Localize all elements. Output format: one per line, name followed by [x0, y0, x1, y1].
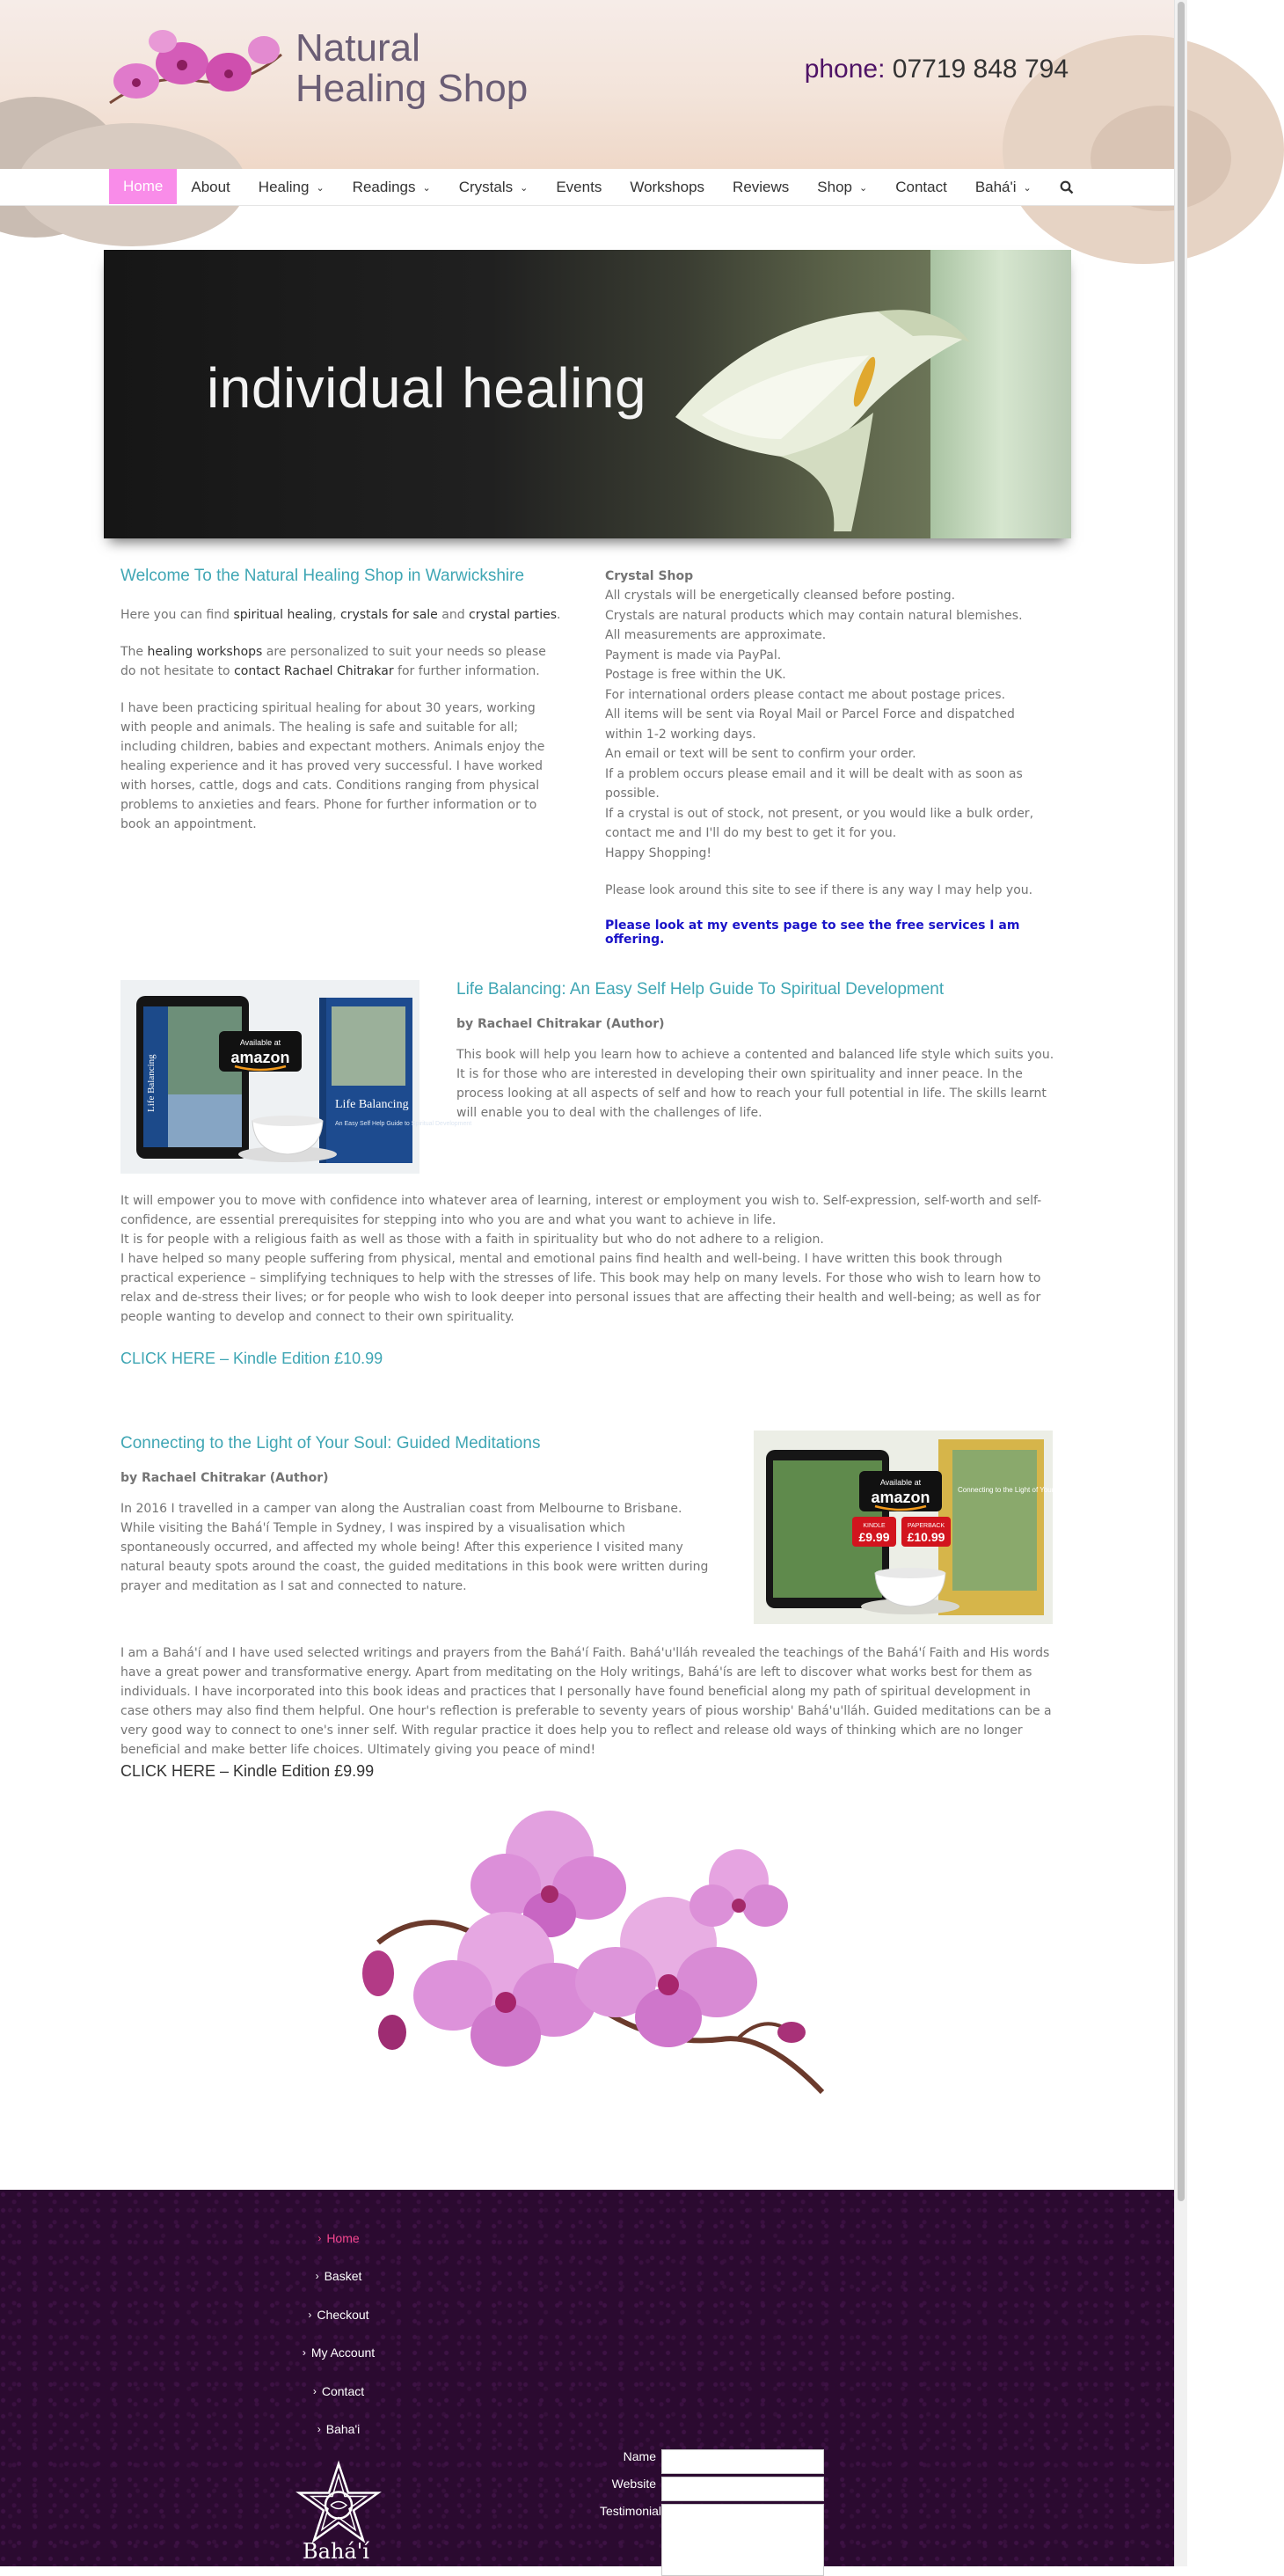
- healing-workshops-link[interactable]: healing workshops: [147, 645, 263, 659]
- footer-menu: [264, 2219, 413, 2448]
- crystal-shop-line: If a problem occurs please email and it will be dealt with as soon as possible.: [605, 766, 1023, 801]
- chevron-right-icon: ›: [312, 2384, 317, 2397]
- events-page-link[interactable]: Please look at my events page to see the free services I am offering.: [605, 918, 1020, 947]
- book-cover-subtitle: An Easy Self Help Guide to Spiritual Development: [335, 1121, 472, 1127]
- crystal-shop-line: All crystals will be energetically cleansed before posting.: [605, 589, 956, 603]
- book1-more-paragraph: It is for people with a religious faith as well as those with a faith in spirituality but who do not adhere to a religion.: [120, 1233, 824, 1247]
- spiritual-healing-link[interactable]: spiritual healing: [233, 608, 333, 622]
- logo-line-2: Healing Shop: [295, 67, 529, 110]
- form-row-name: [600, 2449, 824, 2474]
- crystal-shop-title: Crystal Shop: [605, 569, 694, 583]
- book-promo-graphic: [754, 1431, 1070, 1624]
- banner-title: individual healing: [207, 356, 647, 420]
- crystal-shop-line: An email or text will be sent to confirm your order.: [605, 747, 916, 761]
- footer-link-label: Contact: [321, 2383, 365, 2398]
- orchid-logo-icon[interactable]: [101, 19, 286, 116]
- footer-link-label: Home: [326, 2230, 360, 2245]
- book1-more-paragraph: It will empower you to move with confidence into whatever area of learning, interest or employment you wish to. Self-expression, self-worth and self-confidence, are essential prerequisites for stepping into who you are and what you want to achieve in life.: [120, 1194, 1042, 1227]
- nav-label: Reviews: [733, 179, 790, 195]
- life-balancing-book-image[interactable]: [120, 980, 472, 1174]
- footer-link-label: Basket: [324, 2269, 362, 2284]
- scrollbar-thumb[interactable]: [1178, 2, 1185, 2201]
- chevron-down-icon: ⌄: [859, 182, 868, 194]
- book-cover-title: Life Balancing: [335, 1098, 409, 1111]
- badge-available-text: Available at: [239, 1038, 281, 1047]
- kindle-price: £9.99: [858, 1530, 890, 1544]
- name-input[interactable]: [661, 2449, 824, 2474]
- website-input[interactable]: [661, 2477, 824, 2501]
- badge-amazon-text: amazon: [871, 1489, 930, 1506]
- book1-kindle-link[interactable]: CLICK HERE – Kindle Edition £10.99: [120, 1350, 383, 1367]
- nav-label: Contact: [895, 179, 947, 195]
- chevron-right-icon: ›: [315, 2270, 319, 2283]
- guided-meditations-description: [120, 1434, 719, 1596]
- welcome-paragraph-2: [120, 642, 565, 681]
- life-balancing-description: [456, 980, 1054, 1123]
- search-icon[interactable]: [1060, 180, 1074, 194]
- page-scrollbar[interactable]: [1174, 0, 1187, 2566]
- bahai-logo-text: Bahá'í: [303, 2539, 369, 2564]
- footer-link-label: Checkout: [317, 2307, 369, 2322]
- form-row-testimonial: [600, 2504, 824, 2576]
- nav-reviews[interactable]: [719, 169, 803, 206]
- look-around-text: Please look around this site to see if there is any way I may help you.: [605, 883, 1033, 897]
- nav-healing[interactable]: [244, 169, 339, 206]
- phone-number[interactable]: 07719 848 794: [892, 55, 1069, 84]
- nav-label: Workshops: [630, 179, 705, 195]
- text: ,: [332, 608, 340, 622]
- kindle-label: KINDLE: [863, 1523, 886, 1529]
- book1-author: by Rachael Chitrakar (Author): [456, 1017, 665, 1031]
- life-balancing-more: [120, 1191, 1054, 1327]
- book2-cover-title: Connecting to the Light of Your Soul: [958, 1486, 1070, 1494]
- footer-link-label: Baha'i: [325, 2422, 361, 2437]
- site-logo-text[interactable]: [295, 28, 528, 109]
- header-phone: [805, 55, 1069, 84]
- book2-kindle-link[interactable]: CLICK HERE – Kindle Edition £9.99: [120, 1762, 375, 1780]
- footer-link-bahai[interactable]: [264, 2411, 413, 2449]
- crystal-shop-line: All measurements are approximate.: [605, 628, 827, 642]
- nav-label: Bahá'i: [974, 179, 1017, 195]
- chevron-right-icon: ›: [308, 2308, 312, 2321]
- book2-author: by Rachael Chitrakar (Author): [120, 1471, 329, 1485]
- crystal-shop-line: Postage is free within the UK.: [605, 668, 786, 682]
- nav-workshops[interactable]: [616, 169, 719, 206]
- phone-label: phone:: [804, 55, 886, 84]
- crystals-for-sale-link[interactable]: crystals for sale: [339, 608, 438, 622]
- welcome-paragraph-1: [120, 605, 565, 625]
- footer-link-checkout[interactable]: [264, 2295, 413, 2334]
- site-header: [0, 0, 1174, 169]
- book1-more-paragraph: I have helped so many people suffering from physical, mental and emotional pains find health and well-being. I have written this book through practical experience – simplifying techniques to help with the stresses of life. This book may help on many levels. For those who wish to learn how to relax and de-stress their lives; or for people who wish to look deeper into personal issues that are affecting their health and well-being; as well as for people wanting to develop and connect to their own spirituality.: [120, 1252, 1041, 1324]
- name-label: Name: [623, 2449, 656, 2463]
- footer-link-my-account[interactable]: [264, 2334, 413, 2373]
- nav-shop[interactable]: [803, 169, 881, 206]
- calla-lily-image: [649, 267, 1001, 531]
- crystal-shop-line: For international orders please contact me about postage prices.: [605, 687, 1006, 702]
- chevron-right-icon: ›: [302, 2346, 306, 2360]
- crystal-shop-line: All items will be sent via Royal Mail or Parcel Force and dispatched within 1-2 working days.: [605, 707, 1015, 742]
- chevron-down-icon: ⌄: [422, 182, 431, 194]
- nav-label: Crystals: [458, 179, 514, 195]
- nav-contact[interactable]: [881, 169, 961, 206]
- crystal-shop-line: Happy Shopping!: [605, 845, 711, 860]
- crystal-shop-section: [605, 567, 1054, 947]
- nav-label: Readings: [352, 179, 416, 195]
- site-footer: [0, 2190, 1174, 2566]
- nav-label: Events: [556, 179, 602, 195]
- nav-label: Shop: [817, 179, 852, 195]
- welcome-heading: Welcome To the Natural Healing Shop in Warwickshire: [120, 567, 525, 585]
- chevron-down-icon: ⌄: [1023, 182, 1032, 194]
- crystal-shop-line: Crystals are natural products which may contain natural blemishes.: [605, 608, 1023, 623]
- nav-label: Home: [123, 178, 164, 194]
- nav-search[interactable]: [1046, 169, 1088, 206]
- chevron-down-icon: ⌄: [520, 182, 529, 194]
- logo-line-1: Natural: [295, 26, 420, 70]
- footer-link-contact[interactable]: [264, 2372, 413, 2411]
- badge-amazon-text: amazon: [230, 1049, 290, 1066]
- contact-rachael-link[interactable]: contact Rachael Chitrakar: [234, 664, 394, 678]
- nav-about[interactable]: [177, 169, 244, 206]
- crystal-parties-link[interactable]: crystal parties: [469, 608, 557, 622]
- website-label: Website: [611, 2477, 656, 2491]
- orchid-image: [352, 1802, 827, 2101]
- book2-more-paragraph: I am a Bahá'í and I have used selected writings and prayers from the Bahá'í Faith. Bahá'u'lláh revealed the teachings of the Bahá'í Faith and His words have a great power and transformative energy. Apart from meditating on the Holy writings, Bahá'ís are left to discover what works best for them as individuals. I have incorporated into this book ideas and practices that I personally have found beneficial along my path of spiritual development in case others may also find them helpful. One hour's reflection is preferable to seventy years of pious worship' Bahá'u'lláh. Guided meditations can be a very good way to connect to one's inner self. With regular practice it does help you to reflect and release old ways of thinking which are no longer beneficial and make better life choices. Ultimately giving you peace of mind!: [120, 1646, 1052, 1757]
- welcome-section: [120, 567, 565, 852]
- book1-heading[interactable]: Life Balancing: An Easy Self Help Guide To Spiritual Development: [456, 980, 945, 999]
- text: for further information.: [393, 664, 540, 678]
- main-navigation: [0, 169, 1174, 206]
- nav-readings[interactable]: [339, 169, 445, 206]
- footer-link-home[interactable]: [264, 2219, 413, 2258]
- text: The: [120, 645, 148, 659]
- book-promo-graphic: [120, 980, 472, 1174]
- form-row-website: [600, 2477, 824, 2501]
- chevron-right-icon: ›: [317, 2231, 322, 2244]
- paperback-price: £10.99: [907, 1530, 945, 1544]
- book2-heading[interactable]: Connecting to the Light of Your Soul: Guided Meditations: [120, 1434, 541, 1453]
- testimonial-textarea[interactable]: [661, 2504, 824, 2576]
- guided-meditations-book-image[interactable]: [754, 1431, 1070, 1624]
- nav-crystals[interactable]: [445, 169, 543, 206]
- nav-bahai[interactable]: [961, 169, 1046, 206]
- footer-link-label: My Account: [310, 2345, 376, 2360]
- nav-label: About: [191, 179, 230, 195]
- text: are personalized to suit your needs so please do not hesitate to: [120, 645, 546, 678]
- book-spine-text: Life Balancing: [146, 1054, 157, 1112]
- badge-available-text: Available at: [879, 1478, 922, 1487]
- text: .: [557, 608, 561, 622]
- nav-home[interactable]: [109, 169, 177, 204]
- nav-events[interactable]: [542, 169, 616, 206]
- text: Here you can find: [120, 608, 234, 622]
- text: and: [437, 608, 470, 622]
- footer-link-basket[interactable]: [264, 2258, 413, 2296]
- book1-intro: This book will help you learn how to achieve a contented and balanced life style which suits you. It is for those who are interested in developing their own spirituality and inner peace. In the process looking at all aspects of self and how to reach your full potential in life. The skills learnt will enable you to deal with the challenges of life.: [456, 1048, 1054, 1120]
- welcome-paragraph-3: I have been practicing spiritual healing for about 30 years, working with people and animals. The healing is safe and suitable for all; including children, babies and expectant mothers. Animals enjoy the healing experience and it has proved very successful. I have worked with horses, cattle, dogs and cats. Conditions ranging from physical problems to anxieties and fears. Phone for further information or to book an appointment.: [120, 701, 545, 831]
- book2-intro: In 2016 I travelled in a camper van along the Australian coast from Melbourne to Brisbane. While visiting the Bahá'í Temple in Sydney, I was inspired by a visualisation which spontaneously occurred, and affected my whole being! After this experience I visited many natural beauty spots around the coast, the guided meditations in this book were written during prayer and meditation as I sat and connected to nature.: [120, 1502, 709, 1593]
- chevron-down-icon: ⌄: [316, 182, 325, 194]
- chevron-right-icon: ›: [317, 2423, 321, 2436]
- crystal-shop-line: If a crystal is out of stock, not present, or you would like a bulk order, contact me and I'll do my best to get it for you.: [605, 806, 1034, 840]
- testimonial-label: Testimonial: [600, 2504, 662, 2518]
- nav-label: Healing: [258, 179, 310, 195]
- crystal-shop-line: Payment is made via PayPal.: [605, 648, 782, 662]
- paperback-label: PAPERBACK: [907, 1523, 945, 1529]
